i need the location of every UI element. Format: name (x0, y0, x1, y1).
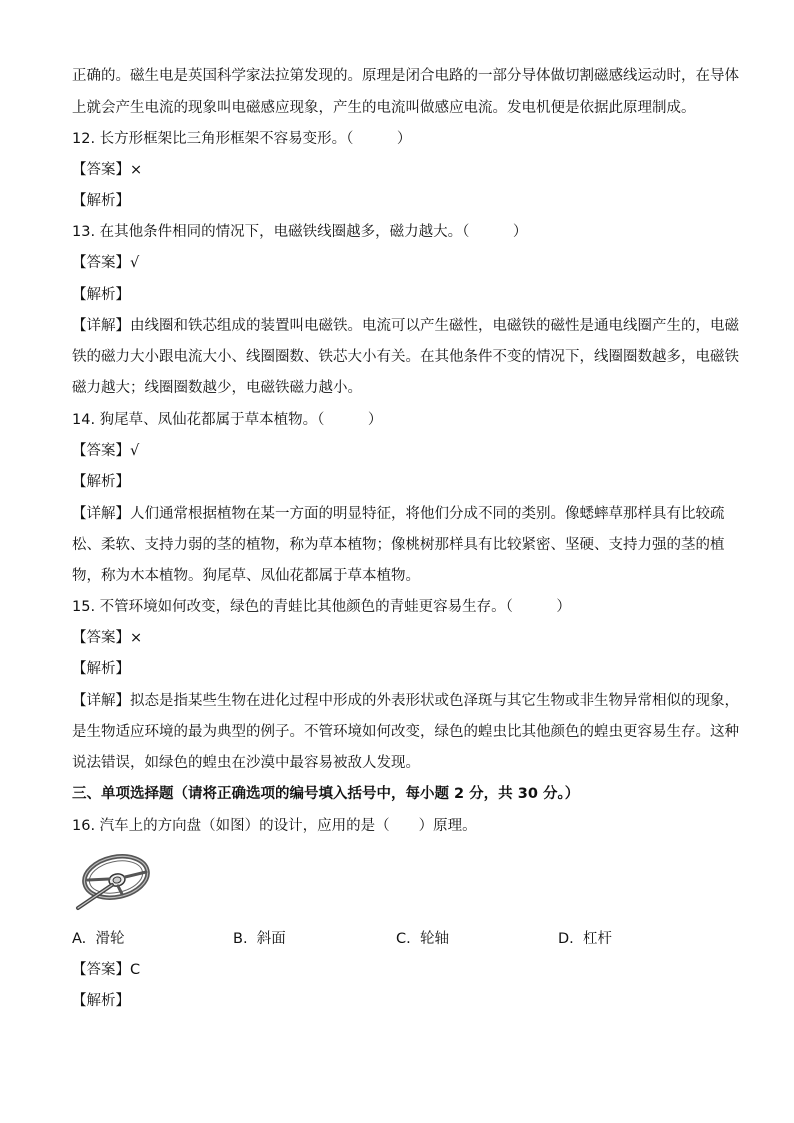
steering-wheel-icon (72, 850, 152, 912)
option-c-label: C. (396, 931, 411, 947)
analysis-14: 【解析】 (72, 474, 130, 490)
answer-16: 【答案】C (72, 962, 141, 978)
detail-13-line-2: 铁的磁力大小跟电流大小、线圈圈数、铁芯大小有关。在其他条件不变的情况下，线圈圈数越多，电磁铁 (72, 349, 739, 365)
section-3-title: 三、单项选择题（请将正确选项的编号填入括号中，每小题 2 分，共 30 分。） (72, 786, 580, 802)
question-16: 16. 汽车上的方向盘（如图）的设计，应用的是（ ）原理。 (72, 818, 477, 834)
analysis-13: 【解析】 (72, 287, 130, 303)
analysis-15: 【解析】 (72, 661, 130, 677)
answer-13: 【答案】√ (72, 255, 140, 271)
option-a-label: A. (72, 931, 87, 947)
option-b-label: B. (233, 931, 248, 947)
detail-14-line-3: 物，称为木本植物。狗尾草、凤仙花都属于草本植物。 (72, 568, 420, 584)
analysis-12: 【解析】 (72, 193, 130, 209)
detail-15-line-1: 【详解】拟态是指某些生物在进化过程中形成的外表形状或色泽斑与其它生物或非生物异常相似的现象， (72, 693, 739, 709)
detail-15-line-2: 是生物适应环境的最为典型的例子。不管环境如何改变，绿色的蝗虫比其他颜色的蝗虫更容易生存。这种 (72, 724, 739, 740)
question-12: 12. 长方形框架比三角形框架不容易变形。（ ） (72, 131, 412, 147)
answer-14: 【答案】√ (72, 443, 140, 459)
intro-line-2: 上就会产生电流的现象叫电磁感应现象，产生的电流叫做感应电流。发电机便是依据此原理制成。 (72, 100, 696, 116)
option-a-text: 滑轮 (95, 931, 125, 947)
detail-14-line-2: 松、柔软、支持力弱的茎的植物，称为草本植物；像桃树那样具有比较紧密、坚硬、支持力强的茎的植 (72, 537, 725, 553)
option-b (233, 929, 286, 949)
intro-line-1: 正确的。磁生电是英国科学家法拉第发现的。原理是闭合电路的一部分导体做切割磁感线运动时，在导体 (72, 68, 739, 84)
option-d-label: D. (558, 931, 574, 947)
option-b-text: 斜面 (256, 931, 286, 947)
question-15: 15. 不管环境如何改变，绿色的青蛙比其他颜色的青蛙更容易生存。（ ） (72, 599, 571, 615)
option-d-text: 杠杆 (583, 931, 612, 947)
answer-12: 【答案】× (72, 162, 143, 178)
option-d (558, 929, 612, 949)
detail-13-line-1: 【详解】由线圈和铁芯组成的装置叫电磁铁。电流可以产生磁性，电磁铁的磁性是通电线圈产生的，电磁 (72, 318, 739, 334)
question-13: 13. 在其他条件相同的情况下，电磁铁线圈越多，磁力越大。（ ） (72, 224, 528, 240)
analysis-16: 【解析】 (72, 993, 130, 1009)
answer-15: 【答案】× (72, 630, 143, 646)
detail-13-line-3: 磁力越大；线圈圈数越少，电磁铁磁力越小。 (72, 380, 362, 396)
detail-15-line-3: 说法错误，如绿色的蝗虫在沙漠中最容易被敌人发现。 (72, 755, 420, 771)
option-c-text: 轮轴 (419, 931, 449, 947)
option-c (396, 929, 449, 949)
option-a (72, 929, 125, 949)
detail-14-line-1: 【详解】人们通常根据植物在某一方面的明显特征，将他们分成不同的类别。像蟋蟀草那样具有比较疏 (72, 506, 725, 522)
question-14: 14. 狗尾草、凤仙花都属于草本植物。（ ） (72, 412, 383, 428)
